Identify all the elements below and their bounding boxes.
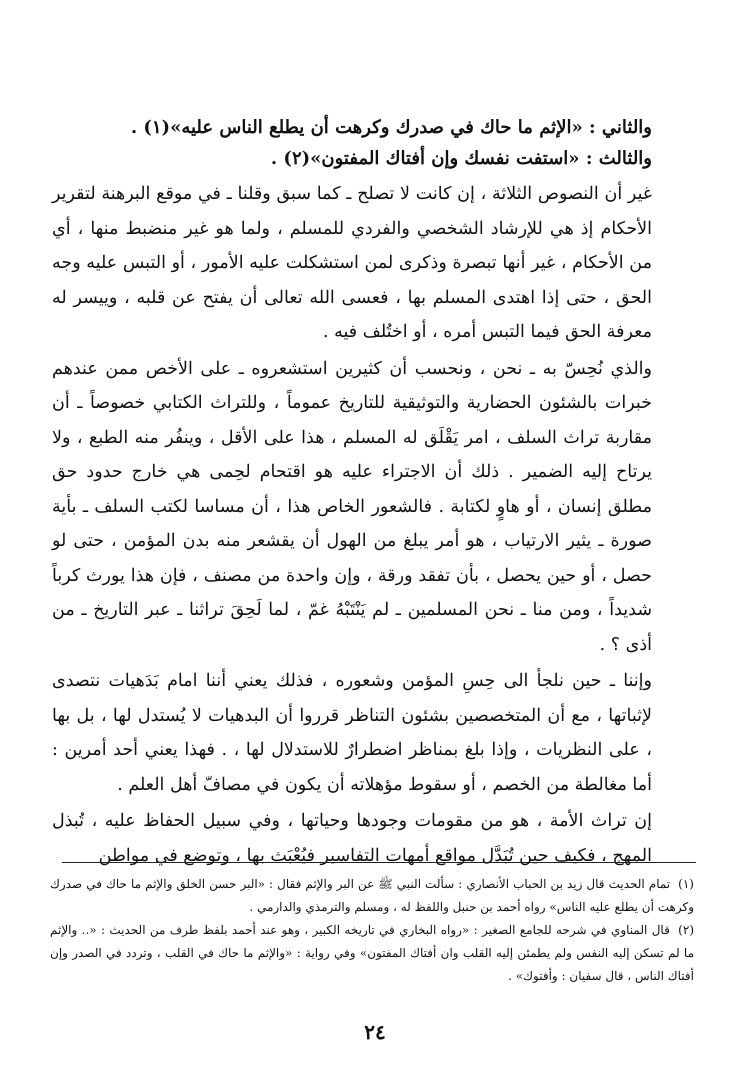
paragraph-4: إن تراث الأمة ، هو من مقومات وجودها وحياتها ، وفي سبيل الحفاظ عليه ، تُبذل المهج ، فكيف حين تُبَدَّل مواقع أمهات التفاسير فيُعْبَث بها ، وتوضع في مواطن — [52, 811, 652, 866]
paragraph-2: والذي نُحِسّ به ـ نحن ، ونحسب أن كثيرين استشعروه ـ على الأخص ممن عندهم خبرات بالشئون الحضارية والتوثيقية للتاريخ عموماً ، وللتراث الكتابي خصوصاً ـ أن مقاربة تراث السلف ، امر يَقْلَق له المسلم ، هذا على الأقل ، وينفُر منه الطبع ، ولا يرتاح إليه الضمير . ذلك أن الاجتراء عليه هو اقتحام لحِمى هي خارج حدود حق مطلق إنسان ، أو هاوٍ لكتابة . فالشعور الخاص هذا ، أن مساسا لكتب السلف ـ بأية صورة ـ يثير الارتياب ، هو أمر يبلغ من الهول أن يقشعر منه بدن المؤمن ، حتى لو حصل ، أو حين يحصل ، بأن تفقد ورقة ، وإن واحدة من مصنف ، فإن هذا يورث كرباً شديداً ، ومن منا ـ نحن المسلمين ـ لم يَنْتَبْهُ غمّ ، لما لَحِقَ تراثنا ـ عبر التاريخ ـ من أذى ؟ . — [52, 358, 652, 655]
footnote-2-number: (٢) — [678, 923, 694, 937]
heading-second-hadith: والثاني : «الإثم ما حاك في صدرك وكرهت أن يطلع الناس عليه»(١) . — [130, 117, 652, 138]
footnote-2 — [50, 919, 694, 988]
hadith-headings — [92, 112, 652, 174]
paragraph-3: وإننا ـ حين نلجأ الى حِسِ المؤمن وشعوره ، فذلك يعني أننا امام بَدَهيات نتصدى لإثباتها ، مع أن المتخصصين بشئون التناظر قرروا أن البدهيات لا يُستدل لها ، بل بها ، على النظريات ، وإذا بلغ بمناظر اضطرارٌ للاستدلال لها ، . فهذا يعني أحد أمرين : أما مغالطة من الخصم ، أو سقوط مؤهلاته أن يكون في مصافّ أهل العلم . — [52, 671, 652, 795]
footnote-1 — [50, 873, 694, 919]
footnote-1-text: تمام الحديث قال زيد بن الحباب الأنصاري : سألت النبي ﷺ عن البر والإثم فقال : «البر حسن الخلق والإثم ما حاك في صدرك وكرهت أن يطلع عليه الناس» رواه أحمد بن حنبل واللفظ له ، ومسلم والترمذي والدارمي . — [50, 877, 694, 914]
main-body-text — [52, 177, 652, 875]
page-number: ٢٤ — [364, 1020, 386, 1044]
footnote-1-number: (١) — [678, 877, 694, 891]
footnote-2-text: قال المناوي في شرحه للجامع الصغير : «رواه البخاري في تاريخه الكبير ، وهو عند أحمد بلفظ طرف من الحديث : «.. والإثم ما لم تسكن إليه النفس ولم يطمئن إليه القلب وان أفتاك المفتون» وفي رواية : «والإثم ما حاك في القلب ، وتردد في الصدر وإن أفتاك الناس ، قال سفيان : وأفتوك» . — [50, 923, 694, 983]
paragraph-1: غير أن النصوص الثلاثة ، إن كانت لا تصلح ـ كما سبق وقلنا ـ في موقع البرهنة لتقرير الأحكام إذ هي للإرشاد الشخصي والفردي للمسلم ، ولما هو غير منضبط منها ، أي من الأحكام ، غير أنها تبصرة وذكرى لمن استشكلت عليه الأمور ، أو التبس عليه وجه الحق ، حتى إذا اهتدى المسلم بها ، فعسى الله تعالى أن يفتح عن قلبه ، وييسر له معرفة الحق فيما التبس أمره ، أو اختُلف فيه . — [52, 184, 652, 342]
footnote-separator — [62, 862, 696, 863]
footnotes — [50, 873, 694, 988]
heading-third-hadith: والثالث : «استفت نفسك وإن أفتاك المفتون»(٢) . — [270, 148, 652, 169]
